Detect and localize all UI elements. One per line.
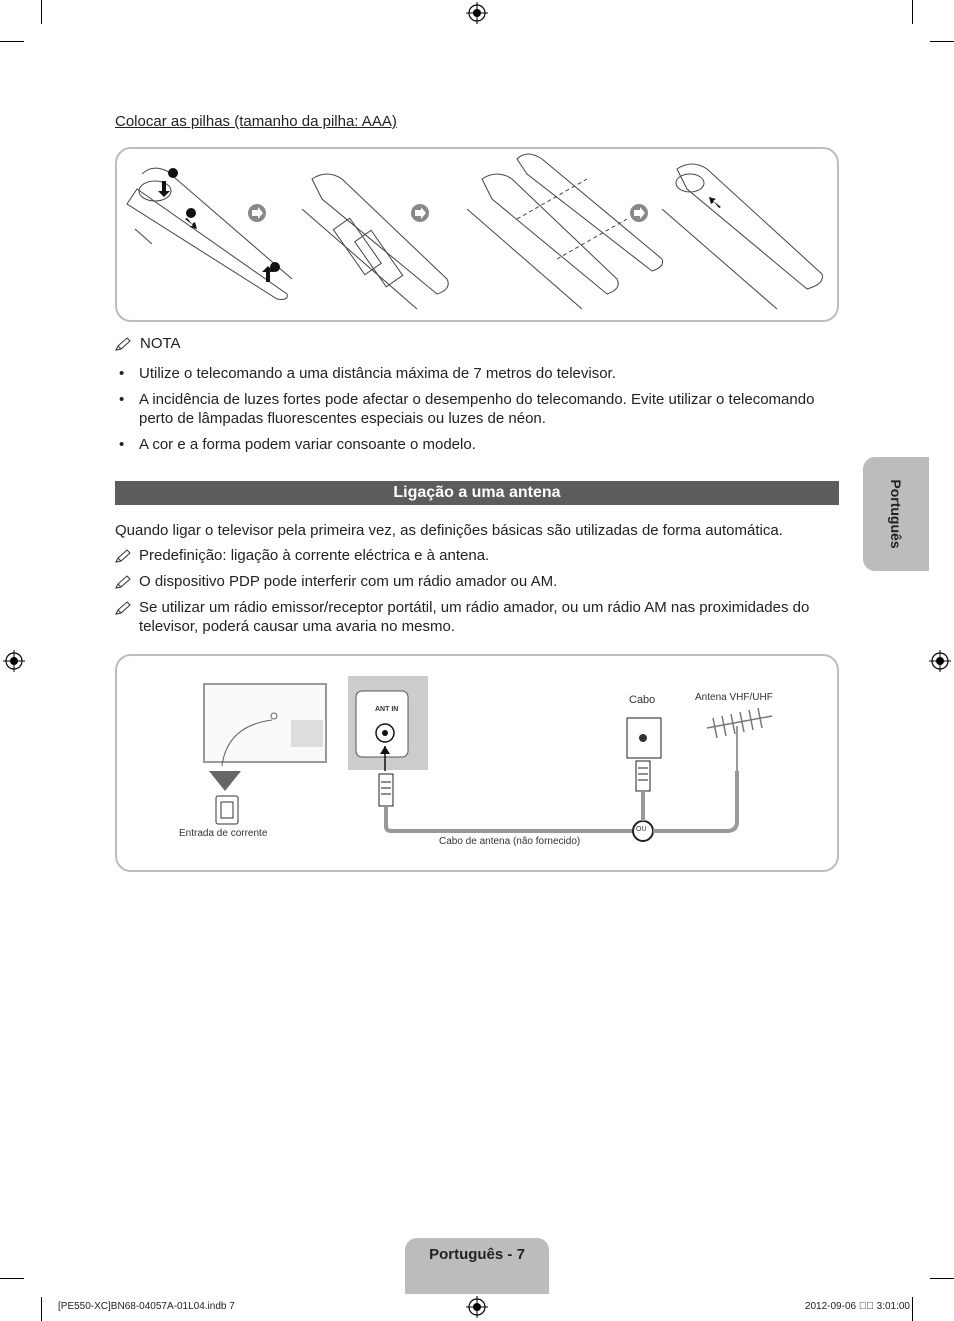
list-item: • Utilize o telecomando a uma distância máxima de 7 metros do televisor. [115, 364, 839, 383]
battery-illustration-panel [115, 147, 839, 322]
power-input-label: Entrada de corrente [179, 828, 268, 839]
cable-label: Cabo [629, 694, 656, 706]
battery-steps-illustration [117, 149, 837, 320]
antenna-section-heading: Ligação a uma antena [115, 481, 839, 505]
note-text: Se utilizar um rádio emissor/receptor portátil, um rádio amador, ou um rádio AM nas proximidades do televisor, poderá causar uma avaria no mesmo. [139, 599, 810, 635]
note-text: O dispositivo PDP pode interferir com um rádio amador ou AM. [139, 573, 558, 590]
crop-mark [41, 1297, 42, 1321]
pencil-note-icon [115, 337, 132, 351]
note-item [115, 572, 839, 591]
footer-file-info: [PE550-XC]BN68-04057A-01L04.indb 7 [58, 1301, 235, 1312]
note-text: Predefinição: ligação à corrente eléctrica e à antena. [139, 547, 490, 564]
side-tab-label: Português [888, 479, 904, 549]
note-list [115, 364, 839, 461]
note-item [115, 598, 839, 636]
pencil-note-icon [115, 601, 132, 615]
next-step-arrows [248, 204, 648, 222]
crop-mark [930, 1278, 954, 1279]
language-side-tab [863, 457, 929, 571]
crop-mark [912, 0, 913, 24]
registration-mark-icon [929, 650, 951, 672]
antenna-intro-text: Quando ligar o televisor pela primeira vez, as definições básicas são utilizadas de forma automática. [115, 522, 783, 539]
antenna-vhf-uhf-label: Antena VHF/UHF [695, 692, 773, 703]
antenna-cable-label: Cabo de antena (não fornecido) [439, 836, 581, 847]
registration-mark-icon [3, 650, 25, 672]
note-item [115, 546, 839, 565]
antenna-diagram-panel [115, 654, 839, 872]
list-item: • A cor e a forma podem variar consoante o modelo. [115, 435, 839, 454]
ant-in-label: ANT IN [375, 706, 399, 713]
crop-mark [41, 0, 42, 24]
antenna-notes [115, 546, 839, 643]
registration-mark-icon [466, 2, 488, 24]
crop-mark [0, 1278, 24, 1279]
crop-mark [912, 1297, 913, 1321]
note-heading-label: NOTA [140, 335, 181, 352]
battery-section-title: Colocar as pilhas (tamanho da pilha: AAA) [115, 113, 397, 130]
crop-mark [0, 41, 24, 42]
registration-mark-icon [466, 1296, 488, 1318]
pencil-note-icon [115, 575, 132, 589]
crop-mark [930, 41, 954, 42]
pencil-note-icon [115, 549, 132, 563]
page-number: Português - 7 [429, 1246, 525, 1263]
note-heading [115, 335, 181, 352]
page-number-tab [405, 1238, 549, 1294]
or-label: OU [636, 826, 647, 833]
list-item: • A incidência de luzes fortes pode afectar o desempenho do telecomando. Evite utilizar o telecomando perto de lâmpadas fluorescentes especiais ou luzes de néon. [115, 390, 839, 428]
footer-timestamp: 2012-09-06 ￿￿ 3:01:00 [804, 1301, 910, 1312]
